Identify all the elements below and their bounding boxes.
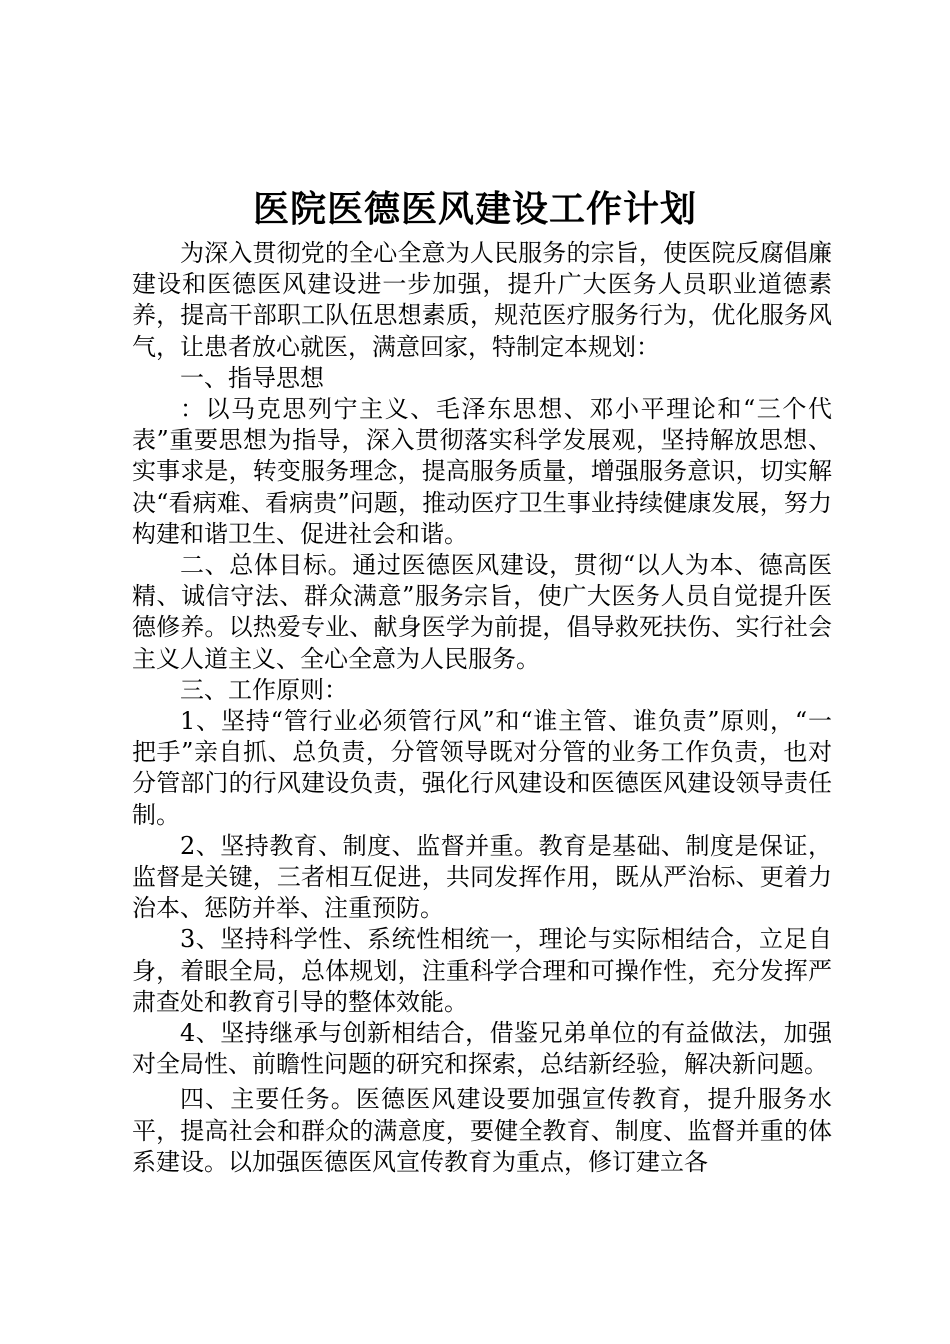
heading-guiding-ideology: 一、指导思想 — [180, 363, 324, 392]
document-title: 医院医德医风建设工作计划 — [252, 188, 697, 230]
paragraph-principle-4: 4、坚持继承与创新相结合，借鉴兄弟单位的有益做法，加强对全局性、前瞻性问题的研究和探索，总结新经验，解决新问题。 — [132, 1019, 832, 1079]
paragraph-principle-3: 3、坚持科学性、系统性相统一，理论与实际相结合，立足自身，着眼全局，总体规划，注重科学合理和可操作性，充分发挥严肃查处和教育引导的整体效能。 — [132, 925, 832, 1016]
paragraph-principle-1: 1、坚持“管行业必须管行风”和“谁主管、谁负责”原则，“一把手”亲自抓、总负责，分管领导既对分管的业务工作负责，也对分管部门的行风建设负责，强化行风建设和医德医风建设领导责任制。 — [132, 707, 832, 829]
paragraph-guiding-ideology: ：以马克思列宁主义、毛泽东思想、邓小平理论和“三个代表”重要思想为指导，深入贯彻落实科学发展观，坚持解放思想、实事求是，转变服务理念，提高服务质量，增强服务意识，切实解决“看病难、看病贵”问题，推动医疗卫生事业持续健康发展，努力构建和谐卫生、促进社会和谐。 — [132, 395, 832, 548]
paragraph-overall-goal: 二、总体目标。通过医德医风建设，贯彻“以人为本、德高医精、诚信守法、群众满意”服务宗旨，使广大医务人员自觉提升医德修养。以热爱专业、献身医学为前提，倡导救死扶伤、实行社会主义人道主义、全心全意为人民服务。 — [132, 551, 832, 673]
paragraph-main-tasks: 四、主要任务。医德医风建设要加强宣传教育，提升服务水平，提高社会和群众的满意度，要健全教育、制度、监督并重的体系建设。以加强医德医风宣传教育为重点，修订建立各 — [132, 1085, 832, 1176]
document-body — [132, 238, 832, 1178]
heading-work-principles: 三、工作原则： — [180, 675, 348, 704]
paragraph-intro: 为深入贯彻党的全心全意为人民服务的宗旨，使医院反腐倡廉建设和医德医风建设进一步加强，提升广大医务人员职业道德素养，提高干部职工队伍思想素质，规范医疗服务行为，优化服务风气，让患者放心就医，满意回家，特制定本规划： — [132, 239, 832, 361]
paragraph-principle-2: 2、坚持教育、制度、监督并重。教育是基础、制度是保证，监督是关键，三者相互促进，共同发挥作用，既从严治标、更着力治本、惩防并举、注重预防。 — [132, 831, 832, 923]
